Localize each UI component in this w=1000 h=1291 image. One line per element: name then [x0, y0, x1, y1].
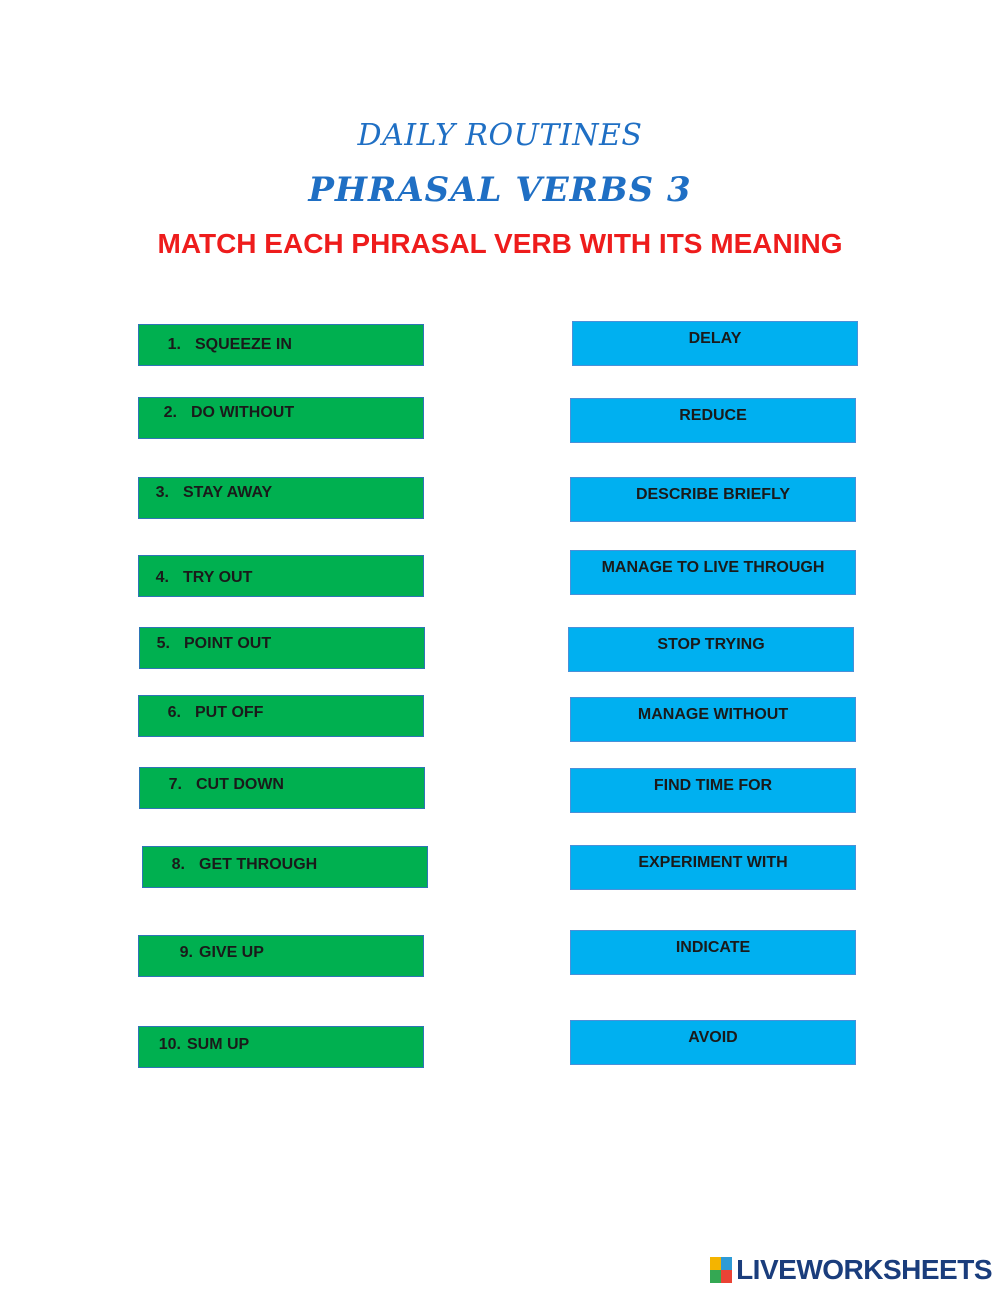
verb-number: 8. [171, 856, 185, 873]
meaning-box-1[interactable]: DELAY [572, 321, 858, 366]
verb-label: GET THROUGH [199, 856, 318, 873]
meaning-box-7[interactable]: FIND TIME FOR [570, 768, 856, 813]
verb-label: SQUEEZE IN [195, 336, 292, 353]
verb-number: 10. [158, 1036, 181, 1053]
worksheet-title: DAILY ROUTINES [357, 118, 643, 153]
meaning-box-5[interactable]: STOP TRYING [568, 627, 854, 672]
verb-label: POINT OUT [184, 635, 272, 652]
liveworksheets-logo [710, 1254, 992, 1286]
verb-box-8[interactable] [142, 846, 428, 888]
verb-label: STAY AWAY [183, 484, 273, 501]
verb-number: 5. [156, 635, 170, 652]
verb-box-2[interactable] [138, 397, 424, 439]
verb-box-6[interactable] [138, 695, 424, 737]
verb-label: CUT DOWN [196, 776, 284, 793]
verb-label: TRY OUT [183, 569, 253, 586]
verb-box-7[interactable] [139, 767, 425, 809]
worksheet-subtitle: PHRASAL VERBS 3 [308, 170, 692, 210]
verb-box-3[interactable] [138, 477, 424, 519]
meaning-box-8[interactable]: EXPERIMENT WITH [570, 845, 856, 890]
meaning-box-9[interactable]: INDICATE [570, 930, 856, 975]
verb-number: 1. [167, 336, 181, 353]
verb-box-5[interactable] [139, 627, 425, 669]
verb-number: 2. [163, 404, 177, 421]
meaning-box-3[interactable]: DESCRIBE BRIEFLY [570, 477, 856, 522]
verb-box-1[interactable] [138, 324, 424, 366]
meaning-box-10[interactable]: AVOID [570, 1020, 856, 1065]
verb-box-10[interactable] [138, 1026, 424, 1068]
meaning-box-6[interactable]: MANAGE WITHOUT [570, 697, 856, 742]
verb-label: DO WITHOUT [191, 404, 295, 421]
verb-number: 6. [167, 704, 181, 721]
verb-number: 9. [179, 944, 193, 961]
verb-label: GIVE UP [199, 944, 264, 961]
verb-number: 7. [168, 776, 182, 793]
instruction-text: MATCH EACH PHRASAL VERB WITH ITS MEANING [157, 228, 843, 259]
verb-number: 4. [155, 569, 169, 586]
verb-number: 3. [155, 484, 169, 501]
liveworksheets-logo-icon [710, 1257, 732, 1283]
meaning-box-2[interactable]: REDUCE [570, 398, 856, 443]
meaning-box-4[interactable]: MANAGE TO LIVE THROUGH [570, 550, 856, 595]
verb-box-9[interactable] [138, 935, 424, 977]
logo-text: LIVEWORKSHEETS [736, 1254, 992, 1285]
verb-box-4[interactable] [138, 555, 424, 597]
verb-label: SUM UP [187, 1036, 250, 1053]
verb-label: PUT OFF [195, 704, 264, 721]
